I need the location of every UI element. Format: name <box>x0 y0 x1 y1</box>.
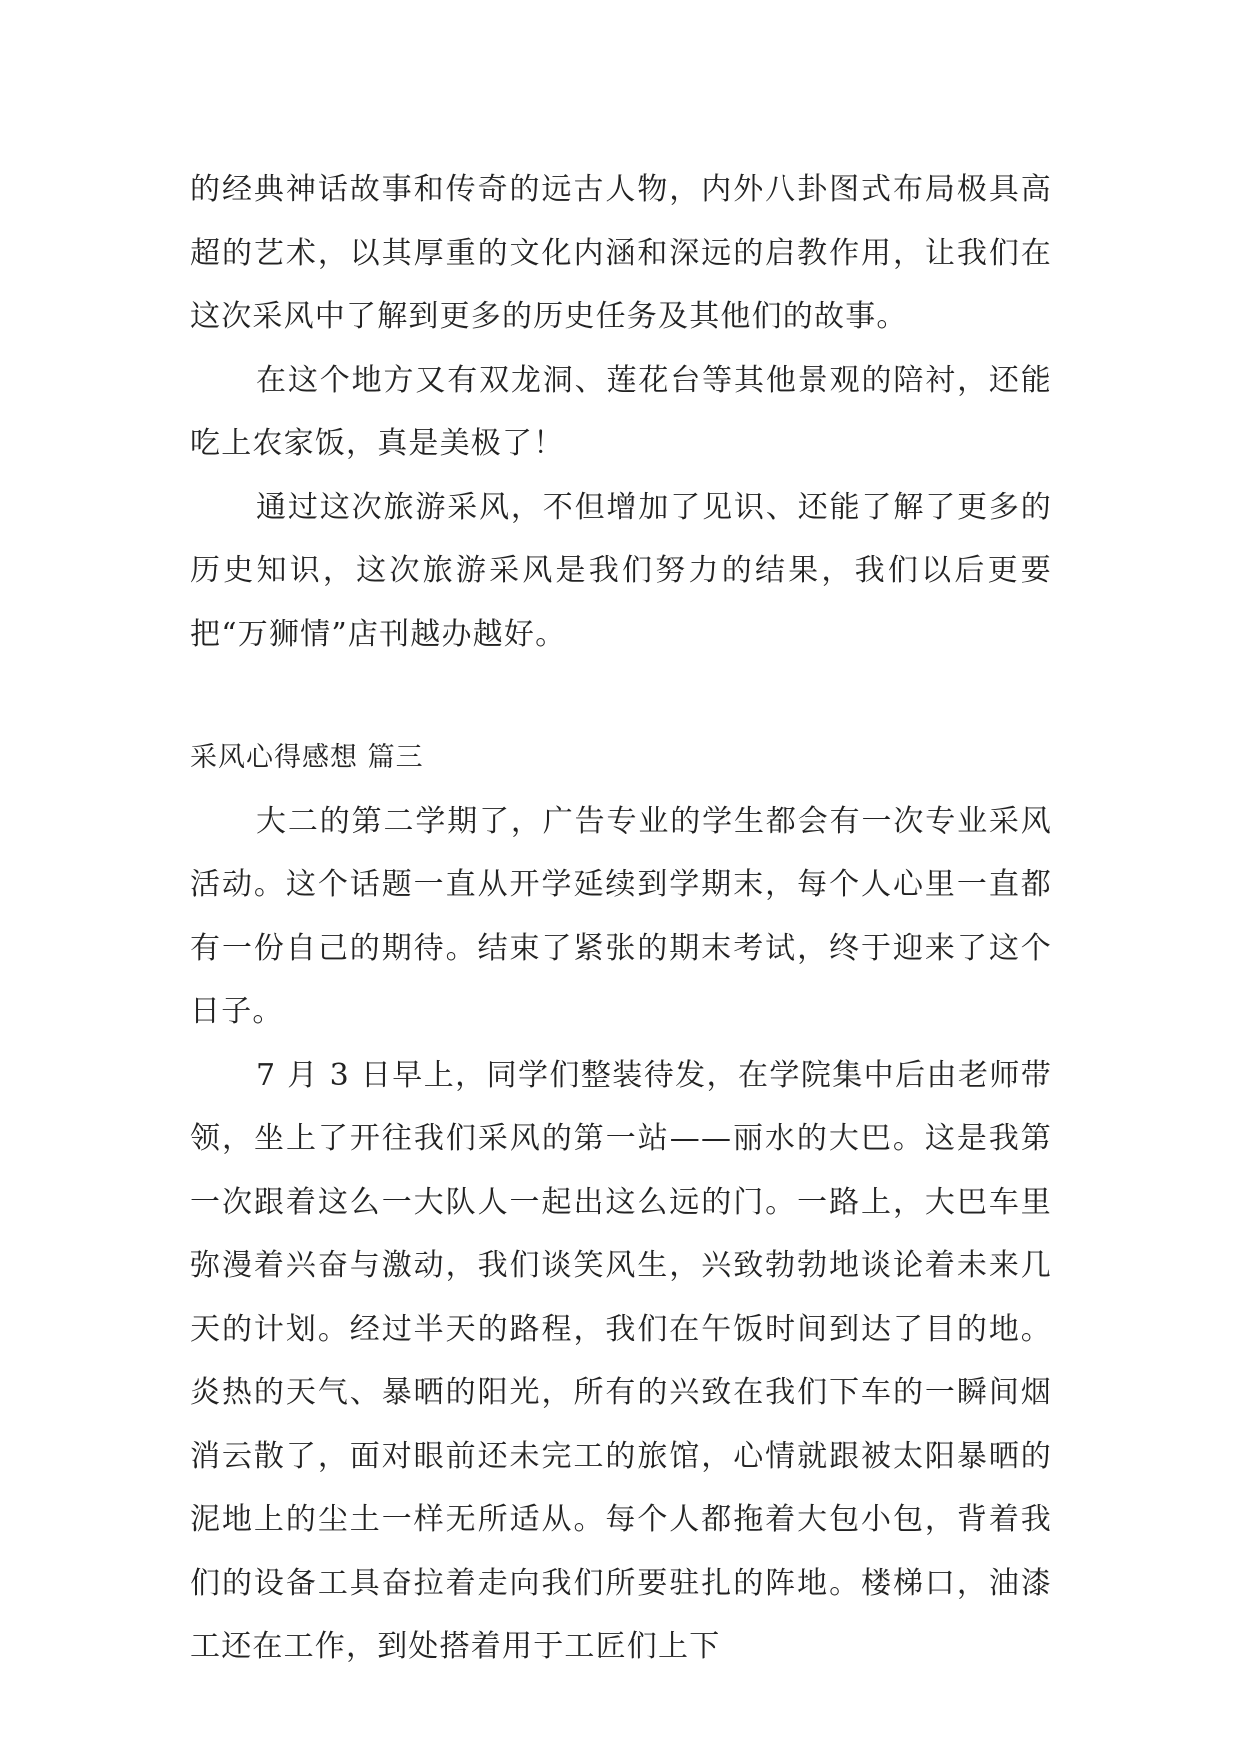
paragraph-trip-narrative: 7 月 3 日早上，同学们整装待发，在学院集中后由老师带领，坐上了开往我们采风的第一站——丽水的大巴。这是我第一次跟着这么一大队人一起出这么远的门。一路上，大巴车里弥漫着兴奋与激动，我们谈笑风生，兴致勃勃地谈论着未来几天的计划。经过半天的路程，我们在午饭时间到达了目的地。炎热的天气、暴晒的阳光，所有的兴致在我们下车的一瞬间烟消云散了，面对眼前还未完工的旅馆，心情就跟被太阳暴晒的泥地上的尘土一样无所适从。每个人都拖着大包小包，背着我们的设备工具奋拉着走向我们所要驻扎的阵地。楼梯口，油漆工还在工作，到处搭着用于工匠们上下 <box>190 1057 1052 1664</box>
document-body <box>190 158 1052 1679</box>
paragraph-scenery: 在这个地方又有双龙洞、莲花台等其他景观的陪衬，还能吃上农家饭，真是美极了！ <box>190 362 1052 461</box>
paragraph-conclusion: 通过这次旅游采风，不但增加了见识、还能了解了更多的历史知识，这次旅游采风是我们努力的结果，我们以后更要把“万狮情”店刊越办越好。 <box>190 489 1052 652</box>
section-heading: 采风心得感想 篇三 <box>190 742 424 773</box>
section-spacer <box>190 666 1052 726</box>
paragraph-bagua-continuation: 的经典神话故事和传奇的远古人物，内外八卦图式布局极具高超的艺术，以其厚重的文化内涵和深远的启教作用，让我们在这次采风中了解到更多的历史任务及其他们的故事。 <box>190 172 1052 334</box>
paragraph-intro: 大二的第二学期了，广告专业的学生都会有一次专业采风活动。这个话题一直从开学延续到学期末，每个人心里一直都有一份自己的期待。结束了紧张的期末考试，终于迎来了这个日子。 <box>190 803 1052 1029</box>
